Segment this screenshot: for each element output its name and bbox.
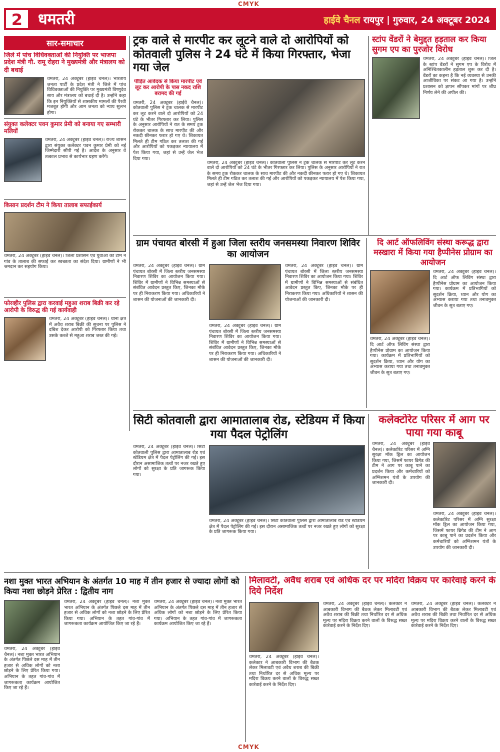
nasha-photo	[4, 600, 60, 644]
lead-headline: ट्रक वाले से मारपीट कर लूटने वाले दो आरोपियों को कोतवाली पुलिस ने 24 घंटे में किया गिरफ्तार, भेजा गया जेल	[133, 34, 351, 74]
dateline: रायपुर | गुरुवार, 24 अक्टूबर 2024	[363, 15, 490, 26]
milawat-photo	[249, 602, 319, 652]
nasha-body-extra: धमतरी, 24 अक्टूबर (हाईवे चैनल)। नशा मुक्त भारत अभियान के अंतर्गत पिछले दस माह में तीन हजार से अधिक लोगों को नशा छोड़ने के लिए प्रेरित किया गया। अभियान के तहत गांव-गांव में जागरूकता कार्यक्रम आयोजित किए जा रहे हैं।	[154, 600, 242, 628]
nasha-body-continued: धमतरी, 24 अक्टूबर (हाईवे चैनल)। नशा मुक्त भारत अभियान के अंतर्गत पिछले दस माह में तीन हजार से अधिक लोगों को नशा छोड़ने के लिए प्रेरित किया गया। अभियान के तहत गांव-गांव में जागरूकता कार्यक्रम आयोजित किए जा रहे हैं।	[64, 600, 150, 628]
collector-photo	[433, 442, 496, 508]
art-body: धमतरी, 24 अक्टूबर (हाईवे चैनल)। दि आर्ट ऑफ लिविंग संस्था द्वारा हैप्पीनेस प्रोग्राम का आयोजन किया गया। कार्यक्रम में प्रतिभागियों को सुदर्शन क्रिया, ध्यान और योग का अभ्यास कराया गया तथा तनावमुक्त जीवन के सूत्र बताए गए।	[433, 270, 496, 309]
art-body-continued: धमतरी, 24 अक्टूबर (हाईवे चैनल)। दि आर्ट ऑफ लिविंग संस्था द्वारा हैप्पीनेस प्रोग्राम का आयोजन किया गया। कार्यक्रम में प्रतिभागियों को सुदर्शन क्रिया, ध्यान और योग का अभ्यास कराया गया तथा तनावमुक्त जीवन के सूत्र बताए गए।	[370, 337, 430, 376]
brief3-headline: किसान प्रदर्शन टीम ने किया तालाब सफाईकार्य	[4, 203, 102, 210]
lead-body-continued: धमतरी, 24 अक्टूबर (हाईवे चैनल)। कोतवाली पुलिस ने ट्रक चालक से मारपीट कर लूट करने वाले दो आरोपियों को 24 घंटे के भीतर गिरफ्तार कर लिया। पुलिस के अनुसार आरोपियों ने रात के समय ट्रक रोककर चालक के साथ मारपीट की और नकदी छीनकर फरार हो गए थे। शिकायत मिलते ही टीम गठित कर तलाश की गई और आरोपियों को पकड़कर न्यायालय में पेश किया गया, जहां से उन्हें जेल भेज दिया गया।	[207, 160, 365, 188]
brief1-body: धमतरी, 24 अक्टूबर (हाईवे चैनल)। भारतीय जनता पार्टी के प्रदेश मंत्री ने जिले में पांच विधिवक्ताओं की नियुक्ति पर मुख्यमंत्री विष्णुदेव साय और मंत्रालय को बधाई दी है। उन्होंने कहा कि इन नियुक्तियों से शासकीय मामलों की पैरवी मजबूत होगी और आम जनता को न्याय सुलभ होगा।	[47, 77, 126, 116]
city-body-continued: धमतरी, 24 अक्टूबर (हाईवे चैनल)। सिटी कोतवाली पुलिस द्वारा आमातालाब रोड एवं स्टेडियम क्षेत्र में पैदल पेट्रोलिंग की गई। इस दौरान असामाजिक तत्वों पर नजर रखते हुए लोगों को सुरक्षा के प्रति जागरूक किया गया।	[209, 519, 365, 536]
gram-photo	[209, 264, 281, 320]
art-headline: दि आर्ट ऑफलिविंग संस्था करूद्ध द्वारा मस्खारा में किया गया हैप्पीनेस प्रोग्राम का आयोजन	[373, 238, 493, 267]
cmyk-marker-bottom: CMYK	[238, 744, 260, 751]
lead-photo	[207, 79, 365, 157]
brief4-photo	[4, 317, 46, 361]
gram-body-extra: धमतरी, 24 अक्टूबर (हाईवे चैनल)। ग्राम पंचायत बोरसी में जिला स्तरीय जनसमस्या निवारण शिविर का आयोजन किया गया। शिविर में ग्रामीणों ने विभिन्न समस्याओं से संबंधित आवेदन प्रस्तुत किए, जिनका मौके पर ही निराकरण किया गया। अधिकारियों ने शासन की योजनाओं की जानकारी दी।	[285, 264, 363, 303]
collector-body-continued: धमतरी, 24 अक्टूबर (हाईवे चैनल)। कलेक्टोरेट परिसर में अग्नि सुरक्षा मॉक ड्रिल का आयोजन किया गया, जिसमें फायर ब्रिगेड की टीम ने आग पर काबू पाने का प्रदर्शन किया और कर्मचारियों को अग्निशमन यंत्रों के उपयोग की जानकारी दी।	[433, 512, 496, 551]
page-number: 2	[4, 8, 30, 30]
lead-story	[133, 34, 365, 230]
nasha-story	[4, 576, 242, 742]
brief2-photo	[4, 138, 42, 182]
briefs-column	[4, 52, 126, 430]
gram-story	[133, 238, 363, 410]
city-headline: सिटी कोतवाली द्वारा आमातालाब रोड, स्टेडियम में किया गया पैदल पेट्रोलिंग	[133, 414, 365, 441]
lead-body: धमतरी, 24 अक्टूबर (हाईवे चैनल)। कोतवाली पुलिस ने ट्रक चालक से मारपीट कर लूट करने वाले दो आरोपियों को 24 घंटे के भीतर गिरफ्तार कर लिया। पुलिस के अनुसार आरोपियों ने रात के समय ट्रक रोककर चालक के साथ मारपीट की और नकदी छीनकर फरार हो गए थे। शिकायत मिलते ही टीम गठित कर तलाश की गई और आरोपियों को पकड़कर न्यायालय में पेश किया गया, जहां से उन्हें जेल भेज दिया गया।	[133, 100, 203, 162]
city-photo	[209, 445, 365, 515]
collector-body: धमतरी, 24 अक्टूबर (हाईवे चैनल)। कलेक्टोरेट परिसर में अग्नि सुरक्षा मॉक ड्रिल का आयोजन किया गया, जिसमें फायर ब्रिगेड की टीम ने आग पर काबू पाने का प्रदर्शन किया और कर्मचारियों को अग्निशमन यंत्रों के उपयोग की जानकारी दी।	[372, 442, 430, 487]
art-photo	[370, 270, 430, 334]
masthead	[4, 8, 496, 30]
collector-story	[372, 414, 496, 569]
section-title: धमतरी	[38, 10, 75, 28]
masthead-dateline	[324, 13, 490, 26]
stamp-headline: स्टांप वेंडरों ने बेमुद्दत हड़ताल कर किया सुगम एप का पुरजोर विरोध	[372, 34, 487, 54]
sar-samachar-label: सार-समाचार	[4, 36, 126, 50]
collector-headline: कलेक्टोरेट परिसर में आग पर पाया गया काबू	[378, 414, 490, 439]
gram-body: धमतरी, 24 अक्टूबर (हाईवे चैनल)। ग्राम पंचायत बोरसी में जिला स्तरीय जनसमस्या निवारण शिविर का आयोजन किया गया। शिविर में ग्रामीणों ने विभिन्न समस्याओं से संबंधित आवेदन प्रस्तुत किए, जिनका मौके पर ही निराकरण किया गया। अधिकारियों ने शासन की योजनाओं की जानकारी दी।	[133, 264, 205, 303]
column-rule-bottom	[245, 576, 246, 742]
milawat-body-extra: धमतरी, 24 अक्टूबर (हाईवे चैनल)। कलेक्टर ने आबकारी विभाग की बैठक लेकर मिलावटी एवं अवैध शराब की बिक्री तथा निर्धारित दर से अधिक मूल्य पर मदिरा विक्रय करने वालों के विरुद्ध सख्त कार्रवाई करने के निर्देश दिए।	[411, 602, 496, 630]
cmyk-marker-top: CMYK	[238, 1, 260, 8]
brief3-photo	[4, 212, 126, 252]
gram-headline: ग्राम पंचायत बोरसी में हुआ जिला स्तरीय जनसमस्या निवारण शिविर का आयोजन	[136, 238, 360, 260]
row-rule-2	[133, 410, 496, 411]
milawat-story	[249, 576, 496, 742]
column-rule-right-top	[368, 36, 369, 236]
nasha-body: धमतरी, 24 अक्टूबर (हाईवे चैनल)। नशा मुक्त भारत अभियान के अंतर्गत पिछले दस माह में तीन हजार से अधिक लोगों को नशा छोड़ने के लिए प्रेरित किया गया। अभियान के तहत गांव-गांव में जागरूकता कार्यक्रम आयोजित किए जा रहे हैं।	[4, 647, 60, 692]
brief4-headline: फोरव्हीर पुलिस द्वारा करवाई महुआ शराब बिक्री कर रहे आरोपी के विरुद्ध की गई कार्यवाही	[4, 301, 120, 315]
brief3-body: धमतरी, 24 अक्टूबर (हाईवे चैनल)। जिला प्रशासन एवं युवाओं की टीम ने गांव के तालाब की सफाई कर स्वच्छता का संदेश दिया। ग्रामीणों ने भी श्रमदान कर सहयोग किया।	[4, 254, 126, 271]
brief4-body: धमतरी, 24 अक्टूबर (हाईवे चैनल)। थाना क्षेत्र में अवैध शराब बिक्री की सूचना पर पुलिस ने दबिश देकर आरोपी को गिरफ्तार किया तथा उसके कब्जे से महुआ शराब जब्त की गई।	[49, 317, 126, 339]
paper-name: हाईवे चैनल	[323, 15, 361, 26]
column-rule-left	[129, 36, 130, 431]
brief2-headline: संयुक्त कलेक्टर पवन कुमार प्रेमी को बनाया गए सम्भारी मलियों	[4, 122, 121, 136]
milawat-body: धमतरी, 24 अक्टूबर (हाईवे चैनल)। कलेक्टर ने आबकारी विभाग की बैठक लेकर मिलावटी एवं अवैध शराब की बिक्री तथा निर्धारित दर से अधिक मूल्य पर मदिरा विक्रय करने वालों के विरुद्ध सख्त कार्रवाई करने के निर्देश दिए।	[249, 655, 319, 688]
row-rule-3	[4, 572, 496, 573]
stamp-body: धमतरी, 24 अक्टूबर (हाईवे चैनल)। जिले के स्टांप वेंडरों ने सुगम एप के विरोध में अनिश्चितकालीन हड़ताल शुरू कर दी है। वेंडरों का कहना है कि नई व्यवस्था से उनकी आजीविका पर संकट आ गया है। उन्होंने प्रशासन को ज्ञापन सौंपकर मांगों पर शीघ्र निर्णय लेने की अपील की।	[423, 57, 496, 96]
gram-body-continued: धमतरी, 24 अक्टूबर (हाईवे चैनल)। ग्राम पंचायत बोरसी में जिला स्तरीय जनसमस्या निवारण शिविर का आयोजन किया गया। शिविर में ग्रामीणों ने विभिन्न समस्याओं से संबंधित आवेदन प्रस्तुत किए, जिनका मौके पर ही निराकरण किया गया। अधिकारियों ने शासन की योजनाओं की जानकारी दी।	[209, 324, 281, 363]
city-body: धमतरी, 24 अक्टूबर (हाईवे चैनल)। सिटी कोतवाली पुलिस द्वारा आमातालाब रोड एवं स्टेडियम क्षेत्र में पैदल पेट्रोलिंग की गई। इस दौरान असामाजिक तत्वों पर नजर रखते हुए लोगों को सुरक्षा के प्रति जागरूक किया गया।	[133, 445, 205, 478]
milawat-headline: मिलावटी, अवैध शराब एवं अधिक दर पर मदिरा विक्रय पर कार्रवाई करने के दिये निर्देश	[249, 576, 496, 597]
stamp-photo	[372, 57, 420, 119]
row-rule-1	[133, 235, 496, 236]
column-rule-right-low	[368, 414, 369, 569]
nasha-headline: नशा मुक्त भारत अभियान के अंतर्गत 10 माह में तीन हजार से ज्यादा लोगों को किया नशा छोड़ने प्रेरित : द्वितीय नाग	[4, 576, 240, 596]
milawat-body-continued: धमतरी, 24 अक्टूबर (हाईवे चैनल)। कलेक्टर ने आबकारी विभाग की बैठक लेकर मिलावटी एवं अवैध शराब की बिक्री तथा निर्धारित दर से अधिक मूल्य पर मदिरा विक्रय करने वालों के विरुद्ध सख्त कार्रवाई करने के निर्देश दिए।	[323, 602, 407, 630]
city-story	[133, 414, 365, 569]
brief1-photo	[4, 77, 44, 115]
brief1-headline: जिले में पांच विधिवक्ताओं की नियुक्ति पर भाजपा प्रदेश मंत्री गौ. रामू रोहरा ने मुख्यमंत्री और मंत्रालय को दी बधाई	[4, 52, 125, 74]
column-rule-right-mid	[366, 238, 367, 408]
brief2-body: धमतरी, 24 अक्टूबर (हाईवे चैनल)। राज्य शासन द्वारा संयुक्त कलेक्टर पवन कुमार प्रेमी को नई जिम्मेदारी सौंपी गई है। आदेश के अनुसार वे तत्काल प्रभाव से कार्यभार ग्रहण करेंगे।	[45, 138, 126, 160]
stamp-story	[372, 34, 496, 234]
art-story	[370, 238, 496, 410]
lead-kicker: पीड़ित आवेदक से किया मारपीट एवं लूट कर आरोपी के पास नकद राशि बरामद की गई	[134, 78, 202, 98]
